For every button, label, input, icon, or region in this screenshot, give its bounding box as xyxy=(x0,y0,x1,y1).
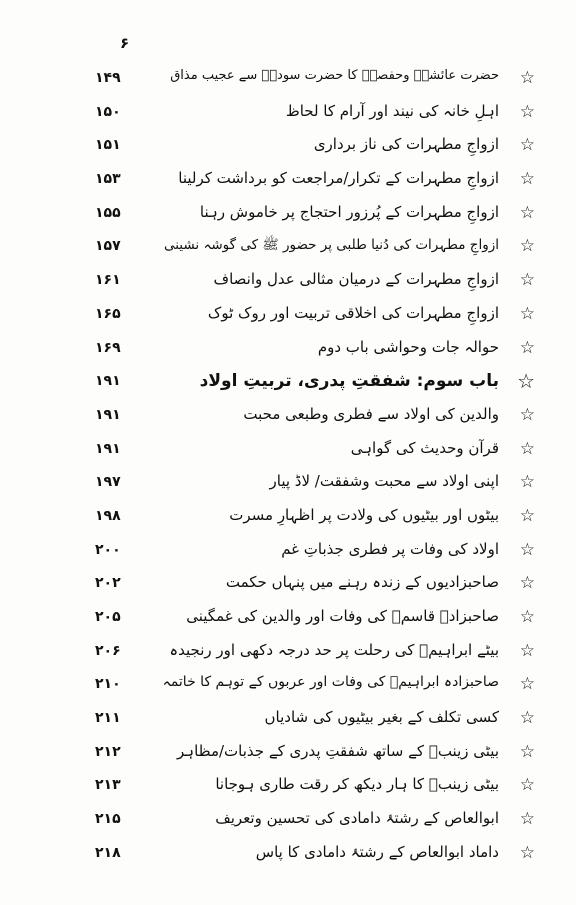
toc-entry-title: ازواجِ مطہرات کی اخلاقی تربیت اور روک ٹوک xyxy=(207,303,499,322)
chapter-title: شفقتِ پدری، تربیتِ اولاد xyxy=(199,371,411,392)
star-icon: ☆ xyxy=(519,270,535,291)
toc-entry-title: صاحبزادہ ابراہیمؓ کی وفات اور عربوں کے توہم کا خاتمہ xyxy=(162,674,499,691)
toc-entry-page-number: ۲۰۶ xyxy=(95,642,121,659)
toc-entry-page-number: ۱۹۱ xyxy=(95,440,121,457)
toc-entry-page-number: ۲۰۲ xyxy=(95,575,121,592)
star-icon: ☆ xyxy=(519,169,535,190)
toc-entry-title: کسی تکلف کے بغیر بیٹیوں کی شادیاں xyxy=(264,708,499,727)
star-icon: ☆ xyxy=(517,369,535,394)
toc-entry-title: حوالہ جات وحواشی باب دوم xyxy=(317,337,499,356)
toc-entry-page-number: ۱۵۳ xyxy=(95,171,121,188)
toc-entry xyxy=(95,232,535,266)
toc-chapter-heading xyxy=(95,367,535,401)
toc-entry-title: ازواجِ مطہرات کی دُنیا طلبی پر حضور ﷺ کی گوشہ نشینی xyxy=(163,237,499,254)
toc-entry-title: ازواجِ مطہرات کے پُرزور احتجاج پر خاموش رہنا xyxy=(199,202,499,221)
toc-entry-page-number: ۲۱۲ xyxy=(95,743,121,760)
star-icon: ☆ xyxy=(519,809,535,830)
toc-entry-title: بیٹے ابراہیمؓ کی رحلت پر حد درجہ دکھی اور رنجیدہ xyxy=(169,640,499,659)
toc-entry xyxy=(95,334,535,368)
toc-entry-page-number: ۲۱۱ xyxy=(95,710,121,727)
toc-entry-title: والدین کی اولاد سے فطری وطبعی محبت xyxy=(243,404,499,423)
toc-entry-title: بیٹوں اور بیٹیوں کی ولادت پر اظہارِ مسرت xyxy=(229,505,499,524)
toc-entry xyxy=(95,300,535,334)
toc-entry-page-number: ۱۹۸ xyxy=(95,507,121,524)
toc-entry-title: قرآن وحدیث کی گواہی xyxy=(350,438,499,457)
toc-entry-page-number: ۱۴۹ xyxy=(95,70,121,86)
star-icon: ☆ xyxy=(519,573,535,594)
star-icon: ☆ xyxy=(519,236,535,257)
toc-entry-page-number: ۱۵۷ xyxy=(95,238,121,255)
star-icon: ☆ xyxy=(519,101,535,122)
toc-entry xyxy=(95,603,535,637)
star-icon: ☆ xyxy=(519,674,535,695)
toc-entry xyxy=(95,199,535,233)
toc-entry xyxy=(95,468,535,502)
star-icon: ☆ xyxy=(519,303,535,324)
toc-entry-title: ازواجِ مطہرات کی ناز برداری xyxy=(313,135,499,154)
toc-entry xyxy=(95,704,535,738)
toc-entry-title: اولاد کی وفات پر فطری جذباتِ غم xyxy=(281,539,499,558)
star-icon: ☆ xyxy=(519,741,535,762)
star-icon: ☆ xyxy=(519,135,535,156)
toc-entry xyxy=(95,98,535,132)
star-icon: ☆ xyxy=(519,842,535,863)
toc-entry xyxy=(95,569,535,603)
toc-entry-title: ابوالعاص کے رشتۂ دامادی کی تحسین وتعریف xyxy=(215,809,499,828)
toc-entry-page-number: ۱۹۱ xyxy=(95,373,121,390)
toc-entry-title: صاحبزادیوں کے زندہ رہنے میں پنہاں حکمت xyxy=(225,573,499,592)
toc-entry-title: بیٹی زینبؓ کے ساتھ شفقتِ پدری کے جذبات/مظاہر xyxy=(177,741,499,760)
toc-entry-title xyxy=(200,371,499,391)
chapter-label: باب سوم: xyxy=(416,371,499,392)
toc-entry xyxy=(95,64,535,98)
star-icon: ☆ xyxy=(519,472,535,493)
toc-entry xyxy=(95,670,535,704)
toc-entry-page-number: ۱۵۵ xyxy=(95,204,121,221)
star-icon: ☆ xyxy=(519,202,535,223)
toc-entry-title: حضرت عائشہؓ وحفصہؓ کا حضرت سودہؓ سے عجیب مذاق xyxy=(170,68,499,83)
toc-entry xyxy=(95,805,535,839)
star-icon: ☆ xyxy=(519,607,535,627)
toc-entry xyxy=(95,502,535,536)
star-icon: ☆ xyxy=(519,337,535,358)
toc-entry-title: ازواجِ مطہرات کے درمیان مثالی عدل وانصاف xyxy=(213,270,499,289)
toc-entry-title: صاحبزادہ قاسمؓ کی وفات اور والدین کی غمگینی xyxy=(186,607,499,625)
toc-entry-title: اہلِ خانہ کی نیند اور آرام کا لحاظ xyxy=(285,101,499,120)
toc-entry xyxy=(95,266,535,300)
toc-entry-page-number: ۱۵۱ xyxy=(95,137,121,154)
toc-entry-title: اپنی اولاد سے محبت وشفقت/ لاڈ پیار xyxy=(269,472,499,491)
toc-entry-title: ازواجِ مطہرات کے تکرار/مراجعت کو برداشت کرلینا xyxy=(178,169,499,188)
toc-entry xyxy=(95,839,535,873)
toc-entry-page-number: ۲۱۵ xyxy=(95,811,121,828)
toc-entry xyxy=(95,738,535,772)
toc-entry-page-number: ۱۶۹ xyxy=(95,339,121,356)
star-icon: ☆ xyxy=(519,708,535,729)
toc-entry-page-number: ۱۶۵ xyxy=(95,305,121,322)
toc-entry xyxy=(95,771,535,805)
toc-entry-page-number: ۱۹۱ xyxy=(95,406,121,423)
toc-entry-page-number: ۲۰۵ xyxy=(95,609,121,625)
toc-entry xyxy=(95,401,535,435)
star-icon: ☆ xyxy=(519,640,535,661)
toc-entry-page-number: ۱۶۱ xyxy=(95,272,121,289)
page-number: ۶ xyxy=(120,34,130,52)
star-icon: ☆ xyxy=(519,68,535,88)
star-icon: ☆ xyxy=(519,404,535,425)
toc-entry xyxy=(95,637,535,671)
toc-entry-page-number: ۱۵۰ xyxy=(95,103,121,120)
toc-entry-title: داماد ابوالعاص کے رشتۂ دامادی کا پاس xyxy=(255,842,499,861)
toc-entry-page-number: ۲۱۰ xyxy=(95,676,121,693)
toc-entry xyxy=(95,165,535,199)
toc-entry-page-number: ۲۱۳ xyxy=(95,777,121,794)
table-of-contents xyxy=(95,64,535,873)
star-icon: ☆ xyxy=(519,505,535,526)
toc-entry-page-number: ۲۰۰ xyxy=(95,541,121,558)
star-icon: ☆ xyxy=(519,775,535,796)
toc-entry-page-number: ۱۹۷ xyxy=(95,474,121,491)
star-icon: ☆ xyxy=(519,539,535,560)
star-icon: ☆ xyxy=(519,438,535,459)
toc-entry-page-number: ۲۱۸ xyxy=(95,844,121,861)
toc-entry xyxy=(95,131,535,165)
toc-entry xyxy=(95,435,535,469)
toc-entry xyxy=(95,536,535,570)
toc-entry-title: بیٹی زینبؓ کا ہار دیکھ کر رقت طاری ہوجانا xyxy=(215,775,499,794)
